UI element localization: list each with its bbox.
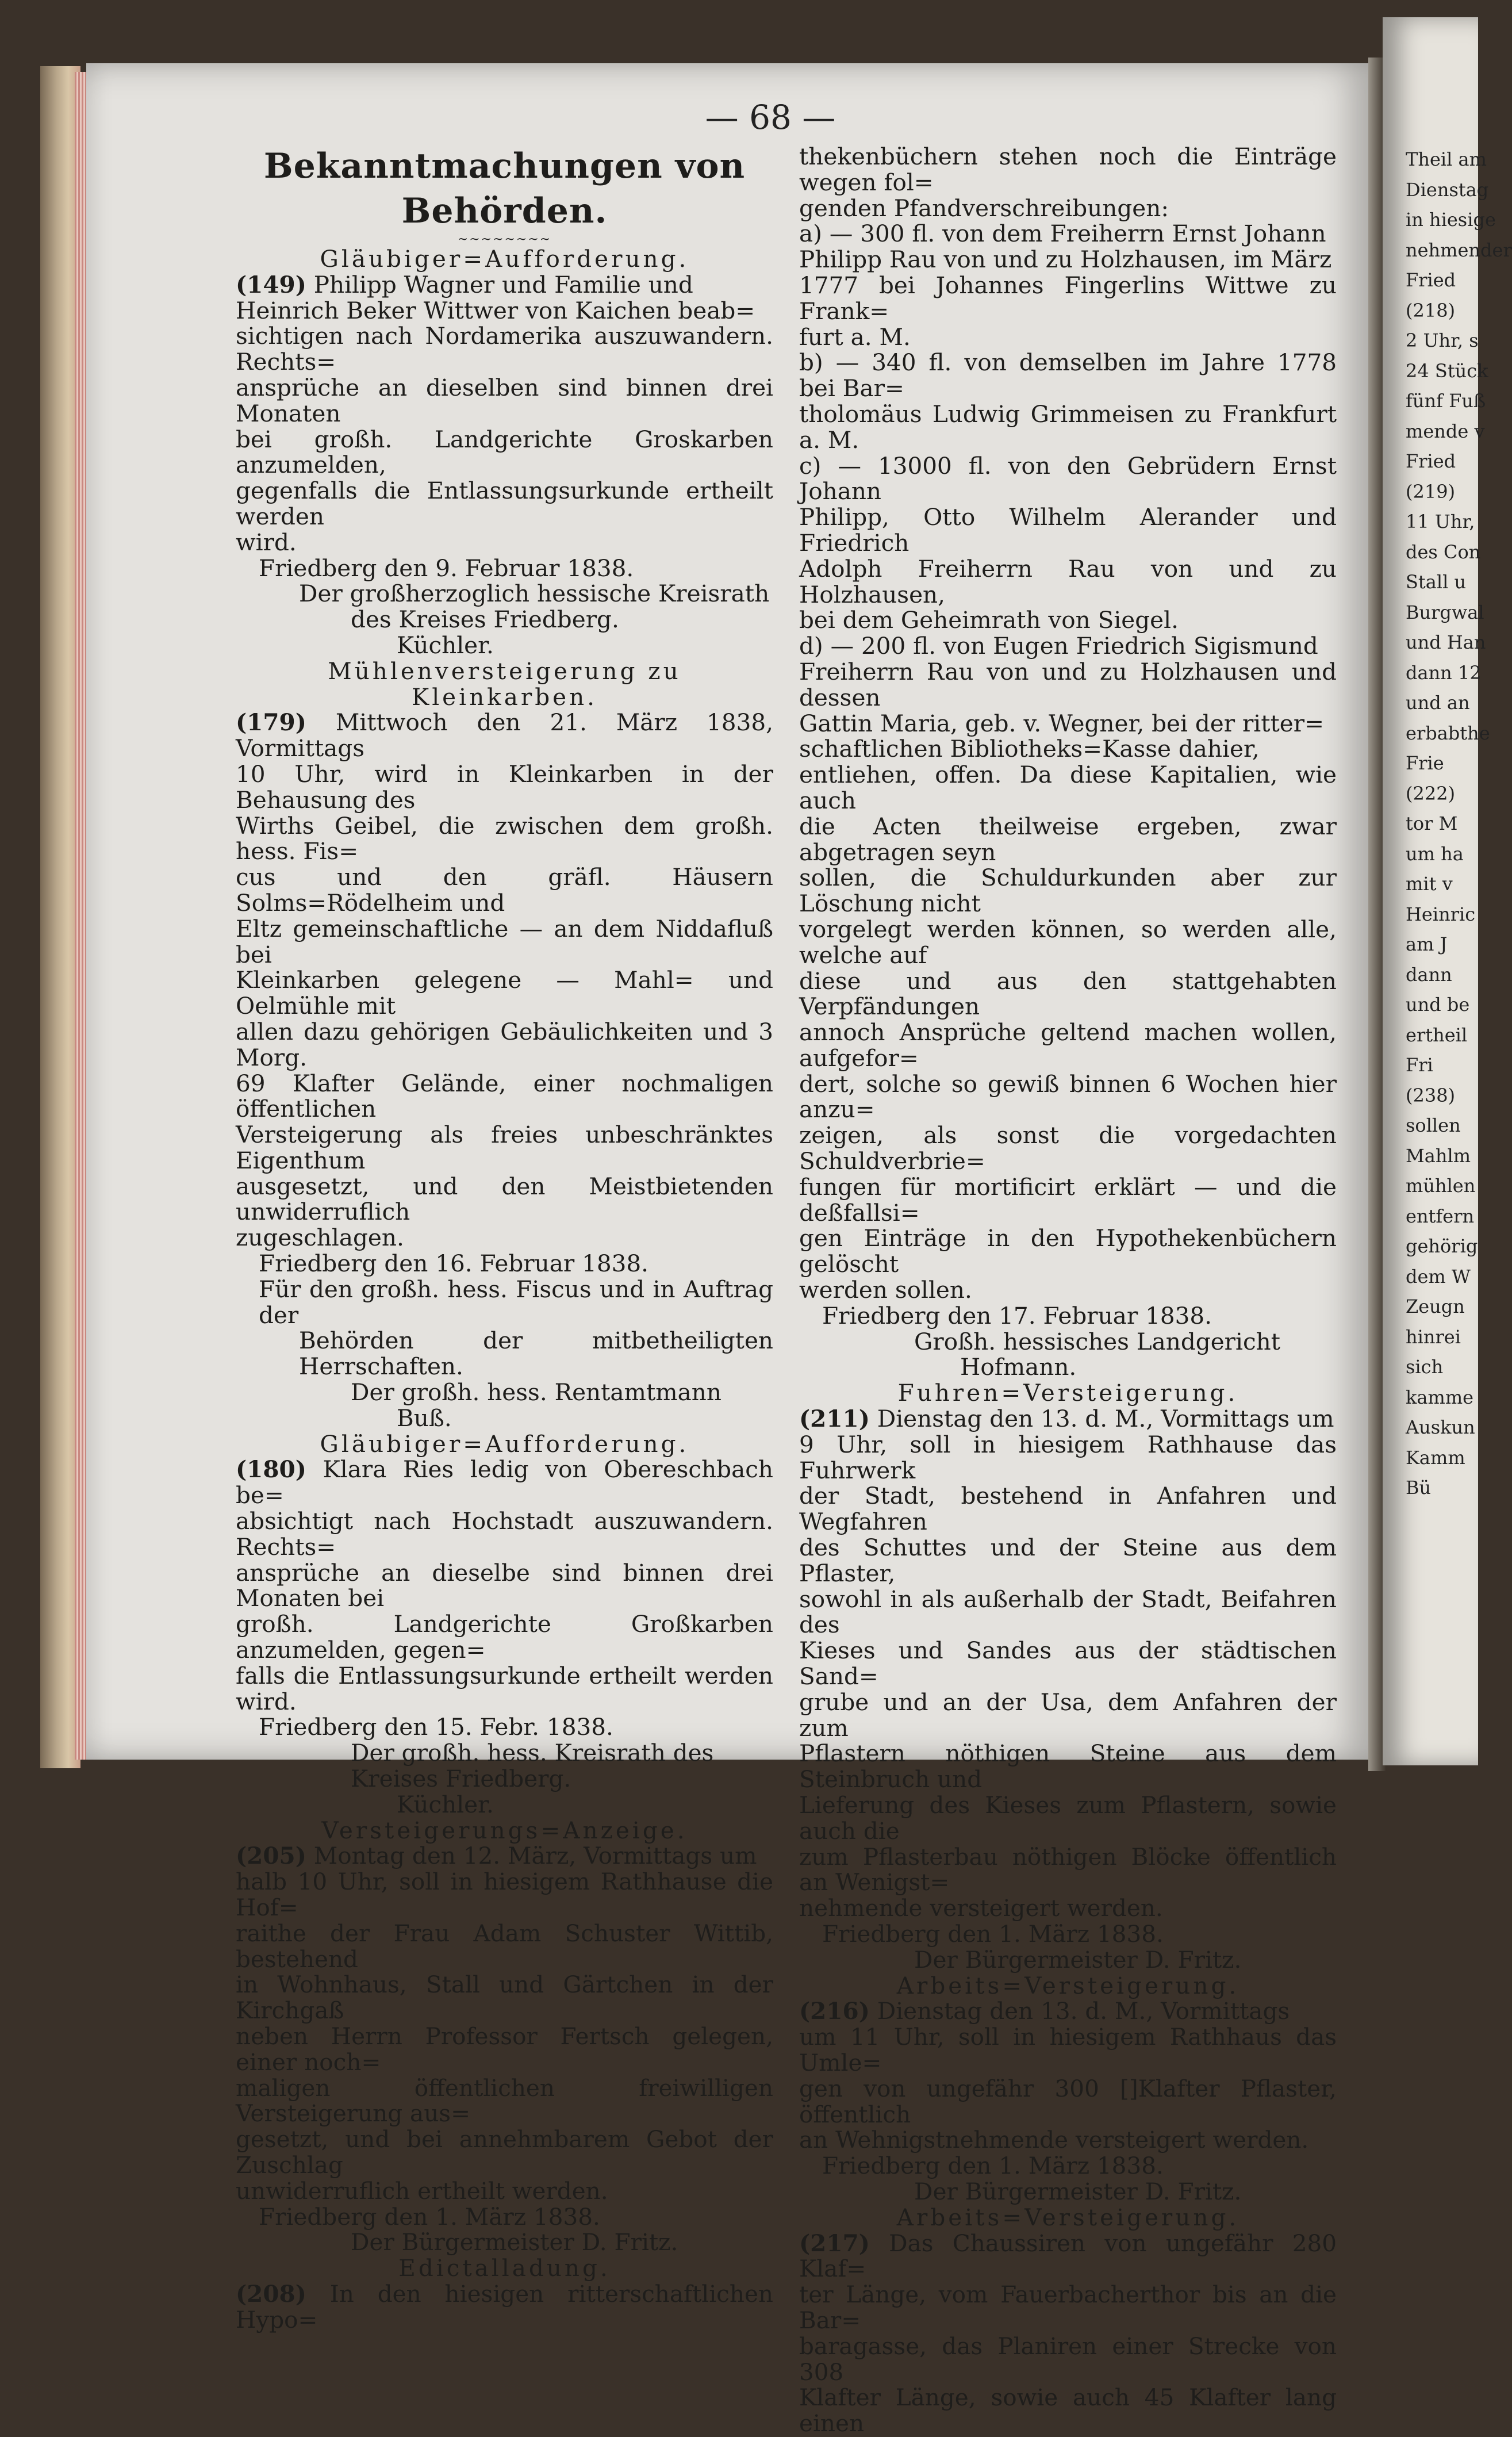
notice-signature: des Kreises Friedberg. [351,606,619,634]
notice-signature: Behörden der mitbetheiligten Herrschaften. [299,1327,773,1381]
notice-line: sollen, die Schuldurkunden aber zur Löschung nicht [799,864,1337,918]
notice-place-date: Friedberg den 9. Februar 1838. [259,554,634,582]
notice-line: gegenfalls die Entlassungsurkunde ertheilt werden [236,477,773,530]
fragment-word: Heinric [1406,903,1476,925]
notice-line: in Wohnhaus, Stall und Gärtchen in der Kirchgaß [236,1971,773,2025]
notice-line: Heinrich Beker Wittwer von Kaichen beab= [236,296,755,324]
notice-line: maligen öffentlichen freiwilligen Versteigerung aus= [236,2074,773,2128]
notice-body: (216) Dienstag den 13. d. M., Vormittags [799,1997,1290,2025]
notice-line: großh. Landgerichte Großkarben anzumelden, gegen= [236,1610,773,1664]
fragment-word: hinrei [1406,1325,1461,1348]
fragment-word: dann 12 [1406,661,1482,684]
notice-line: genden Pfandverschreibungen: [799,194,1169,222]
fragment-word: erbabthe [1406,722,1490,744]
notice-line: annoch Ansprüche geltend machen wollen, aufgefor= [799,1018,1337,1072]
fragment-word: mit v [1406,873,1453,895]
fragment-word: Zeugn [1406,1296,1465,1317]
notice-line: allen dazu gehörigen Gebäulichkeiten und 3 Morg. [236,1017,773,1071]
notice-line: raithe der Frau Adam Schuster Wittib, bestehend [236,1919,773,1973]
notice-line: sowohl in als außerhalb der Stadt, Beifahren des [799,1585,1337,1639]
notice-line: 9 Uhr, soll in hiesigem Rathhause das Fuhrwerk [799,1430,1337,1484]
notice-line: Versteigerung als freies unbeschränktes Eigenthum [236,1121,773,1174]
notice-line: c) — 13000 fl. von den Gebrüdern Ernst Johann [799,451,1337,505]
fragment-word: Fried [1406,450,1456,472]
notice-line: ausgesetzt, und den Meistbietenden unwiderruflich [236,1172,773,1226]
notice-body: (149) Philipp Wagner und Familie und [236,270,693,298]
notice-line: gen von ungefähr 300 []Klafter Pflaster, öffentlich [799,2074,1337,2128]
ornament-divider: ~~~~~~~~ [457,232,552,247]
notice-line: b) — 340 fl. von demselben im Jahre 1778 bei Bar= [799,348,1337,403]
fragment-word: fünf Fuß [1406,390,1486,412]
notice-line: baragasse, das Planiren einer Strecke von 308 [799,2332,1337,2386]
notice-signature: Der Bürgermeister D. Fritz. [914,1945,1242,1974]
notice-number: (205) [236,1842,306,1870]
fragment-word: dann [1406,963,1452,986]
fragment-word: Auskun [1406,1416,1475,1438]
notice-line: Gattin Maria, geb. v. Wegner, bei der ritter= [799,709,1325,737]
fragment-word: und be [1406,994,1470,1016]
fragment-word: Fri [1406,1054,1433,1076]
page-edges [75,72,87,1760]
notice-line: der Stadt, bestehend in Anfahren und Wegfahren [799,1482,1337,1536]
notice-line: zeigen, als sonst die vorgedachten Schuldverbrie= [799,1121,1337,1175]
fragment-word: am J [1406,933,1448,955]
fragment-word: des Con [1406,541,1481,563]
notice-line: die Acten theilweise ergeben, zwar abgetragen seyn [799,812,1337,866]
notice-line: grube und an der Usa, dem Anfahren der zum [799,1688,1337,1742]
notice-line: Klafter Länge, sowie auch 45 Klafter lang einen [799,2384,1337,2437]
notice-body: (208) In den hiesigen ritterschaftlichen Hypo= [236,2279,774,2333]
fragment-word: und an [1406,692,1470,714]
notice-place-date: Friedberg den 1. März 1838. [822,1919,1164,1948]
notice-signer: Buß. [397,1404,452,1432]
fragment-word: 11 Uhr, [1406,511,1475,532]
notice-line: ansprüche an dieselbe sind binnen drei Monaten bei [236,1558,773,1612]
notice-line: um 11 Uhr, soll in hiesigem Rathhaus das Umle= [799,2023,1337,2076]
notice-line: 69 Klafter Gelände, einer nochmaligen öffentlichen [236,1069,773,1123]
fragment-word: Frie [1406,752,1444,774]
notice-line: nehmende versteigert werden. [799,1894,1163,1922]
notice-line: absichtigt nach Hochstadt auszuwandern. Rechts= [236,1507,773,1561]
notice-line: sichtigen nach Nordamerika auszuwandern. Rechts= [236,322,773,376]
notice-line: 1777 bei Johannes Fingerlins Wittwe zu Frank= [799,271,1337,325]
notice-signature: Der großherzoglich hessische Kreisrath [299,580,770,608]
fragment-word: sich [1406,1356,1444,1378]
fragment-word: um ha [1406,842,1464,865]
notice-line: Philipp, Otto Wilhelm Alerander und Friedrich [799,503,1337,557]
notice-number: (149) [236,270,306,298]
fragment-word: kamme [1406,1386,1474,1408]
notice-line: gesetzt, und bei annehmbarem Gebot der Zuschlag [236,2125,773,2179]
notice-line: Adolph Freiherrn Rau von und zu Holzhausen, [799,554,1337,608]
fragment-word: mende v [1406,420,1485,442]
notice-line: fungen für mortificirt erklärt — und die deßfallsi= [799,1172,1337,1227]
notice-line: furt a. M. [799,323,911,351]
notice-line: d) — 200 fl. von Eugen Friedrich Sigismund [799,632,1318,660]
notice-line: halb 10 Uhr, soll in hiesigem Rathhause die Hof= [236,1868,773,1921]
fragment-word: (222) [1406,782,1456,804]
notice-line: 10 Uhr, wird in Kleinkarben in der Behausung des [236,760,773,814]
notice-title: Mühlenversteigerung zu Kleinkarben. [328,657,681,711]
notice-line: des Schuttes und der Steine aus dem Pflaster, [799,1534,1337,1587]
notice-signature: Großh. hessisches Landgericht [914,1327,1281,1355]
fragment-word: entfern [1406,1205,1475,1227]
notice-line: Philipp Rau von und zu Holzhausen, im März [799,246,1332,274]
fragment-word: gehörig [1406,1235,1478,1257]
notice-line: werden sollen. [799,1276,972,1304]
fragment-word: ertheil [1406,1024,1468,1046]
notice-body: (211) Dienstag den 13. d. M., Vormittags um [799,1405,1334,1433]
notice-line: schaftlichen Bibliotheks=Kasse dahier, [799,735,1260,763]
notice-signature: Der Bürgermeister D. Fritz. [914,2177,1242,2205]
notice-line: Kieses und Sandes aus der städtischen Sand= [799,1637,1337,1691]
fragment-word: sollen [1406,1114,1461,1136]
section-header: Bekanntmachungen von Behörden. [263,146,746,231]
fragment-word: (238) [1406,1084,1456,1106]
notice-signature: Kreises Friedberg. [351,1765,571,1793]
notice-body: (205) Montag den 12. März, Vormittags um [236,1842,757,1870]
fragment-word: dem W [1406,1265,1471,1288]
fragment-word: nehmender [1406,239,1512,261]
notice-line: a) — 300 fl. von dem Freiherrn Ernst Johann [799,220,1326,248]
notice-line: unwiderruflich ertheilt werden. [236,2177,608,2205]
notice-line: Wirths Geibel, die zwischen dem großh. hess. Fis= [236,811,773,865]
notice-signer: Hofmann. [960,1353,1077,1381]
notice-title: Gläubiger=Aufforderung. [320,1430,689,1458]
notice-signer: Küchler. [397,1790,494,1818]
fragment-word: Stall u [1406,571,1467,593]
notice-line: bei großh. Landgerichte Groskarben anzumelden, [236,425,773,479]
notice-line: Eltz gemeinschaftliche — an dem Niddafluß bei [236,914,773,968]
notice-line: bei dem Geheimrath von Siegel. [799,606,1179,634]
fragment-word: in hiesige [1406,209,1496,231]
notice-line: Lieferung des Kieses zum Pflastern, sowie auch die [799,1791,1337,1845]
notice-line: Pflastern nöthigen Steine aus dem Steinbruch und [799,1739,1337,1794]
notice-signature: Der großh. hess. Kreisrath des [351,1739,714,1767]
fragment-word: Fried [1406,269,1456,291]
notice-number: (211) [799,1405,870,1433]
notice-line: vorgelegt werden können, so werden alle, welche auf [799,915,1337,969]
fragment-word: Bü [1406,1477,1432,1499]
notice-number: (216) [799,1997,870,2025]
notice-place-date: Friedberg den 16. Februar 1838. [259,1250,649,1278]
fragment-word: Theil am [1406,148,1487,170]
notice-signature: Für den großh. hess. Fiscus und in Auftrag der [259,1275,773,1329]
fragment-word: 2 Uhr, s [1406,329,1479,351]
notice-line: ter Länge, vom Fauerbacherthor bis an die Bar= [799,2281,1337,2334]
page-number: — 68 — [705,98,836,137]
notice-signature: Der Bürgermeister D. Fritz. [351,2228,678,2256]
notice-number: (180) [236,1455,306,1484]
notice-title: Arbeits=Versteigerung. [896,1971,1239,1999]
notice-title: Arbeits=Versteigerung. [896,2203,1239,2231]
notice-place-date: Friedberg den 15. Febr. 1838. [259,1713,613,1741]
notice-line: gen Einträge in den Hypothekenbüchern gelöscht [799,1224,1337,1278]
notice-title: Fuhren=Versteigerung. [897,1379,1238,1407]
notice-place-date: Friedberg den 1. März 1838. [259,2202,600,2231]
notice-line: zum Pflasterbau nöthigen Blöcke öffentlich an Wenigst= [799,1842,1337,1896]
notice-line: falls die Entlassungsurkunde ertheilt werden wird. [236,1661,773,1715]
notice-signer: Küchler. [397,631,494,659]
notice-title: Gläubiger=Aufforderung. [320,245,689,273]
notice-body: (180) Klara Ries ledig von Obereschbach be= [236,1455,774,1509]
fragment-word: (218) [1406,299,1456,321]
fragment-word: Kamm [1406,1446,1465,1469]
notice-line: tholomäus Ludwig Grimmeisen zu Frankfurt a. M. [799,400,1337,454]
notice-number: (208) [236,2279,306,2308]
fragment-word: mühlen [1406,1175,1476,1197]
notice-line: wird. [236,528,297,556]
notice-line: neben Herrn Professor Fertsch gelegen, einer noch= [236,2022,773,2076]
notice-line: ansprüche an dieselben sind binnen drei Monaten [236,373,773,427]
notice-signature: Der großh. hess. Rentamtmann [351,1378,722,1407]
notice-title: Edictalladung. [398,2254,611,2282]
fragment-word: (219) [1406,480,1456,503]
notice-number: (217) [799,2229,870,2257]
notice-line: zugeschlagen. [236,1224,404,1252]
notice-line: an Wehnigstnehmende versteigert werden. [799,2126,1309,2154]
notice-number: (179) [236,708,306,737]
notice-line: cus und den gräfl. Häusern Solms=Rödelheim und [236,863,773,917]
fragment-word: Burgwal [1406,601,1484,623]
right-column [799,144,1337,2436]
notice-place-date: Friedberg den 17. Februar 1838. [822,1301,1212,1329]
fragment-word: Dienstag [1406,178,1489,201]
notice-place-date: Friedberg den 1. März 1838. [822,2152,1164,2180]
notice-line: diese und aus den stattgehabten Verpfändungen [799,967,1337,1021]
fragment-word: tor M [1406,813,1458,834]
fragment-word: 24 Stück [1406,359,1488,382]
notice-line: Kleinkarben gelegene — Mahl= und Oelmühle mit [236,966,773,1020]
notice-line: thekenbüchern stehen noch die Einträge wegen fol= [799,143,1337,196]
fragment-word: Mahlm [1406,1144,1471,1167]
notice-title: Versteigerungs=Anzeige. [321,1816,688,1844]
notice-line: Freiherrn Rau von und zu Holzhausen und dessen [799,657,1337,711]
left-column [236,144,773,2333]
notice-body: (217) Das Chaussiren von ungefähr 280 Klaf= [799,2229,1337,2283]
notice-line: dert, solche so gewiß binnen 6 Wochen hier anzu= [799,1070,1337,1124]
fragment-word: und Han [1406,631,1486,653]
notice-line: entliehen, offen. Da diese Kapitalien, wie auch [799,761,1337,814]
notice-body: (179) Mittwoch den 21. März 1838, Vormittags [236,708,773,762]
